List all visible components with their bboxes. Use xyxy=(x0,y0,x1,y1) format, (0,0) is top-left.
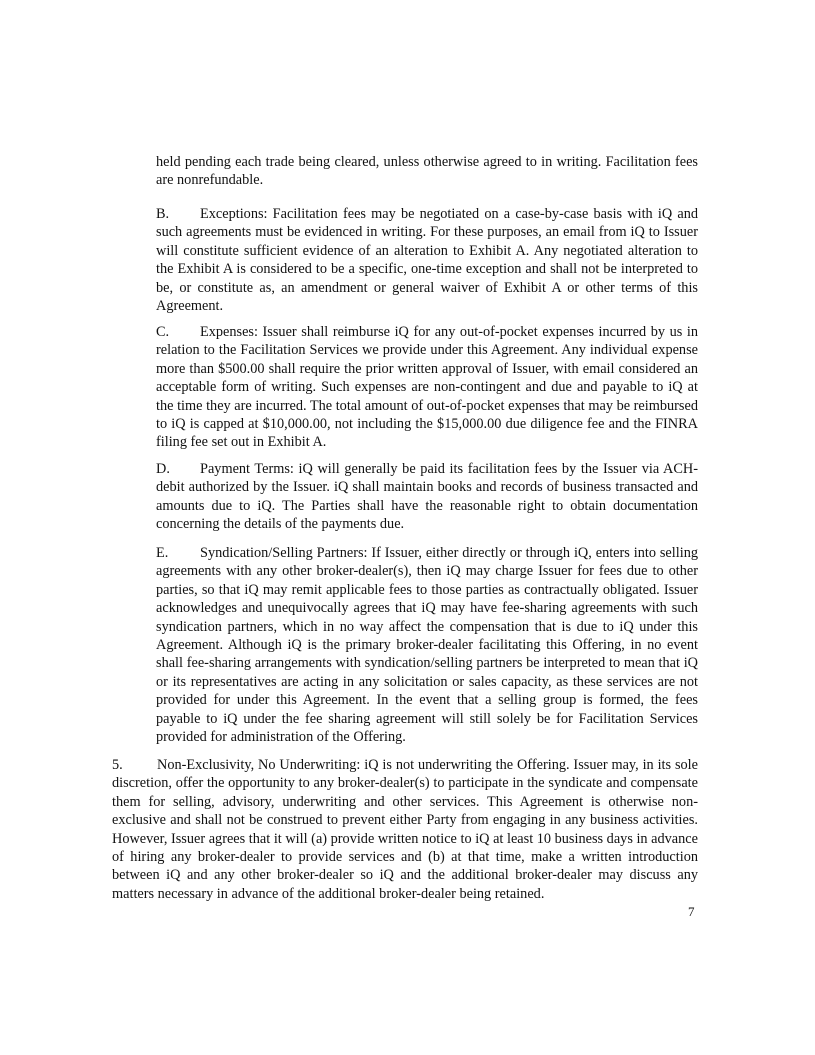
section-d-paragraph xyxy=(156,460,698,534)
continuation-paragraph: held pending each trade being cleared, unless otherwise agreed to in writing. Facilitation fees are nonrefundable. xyxy=(156,154,698,189)
section-b-text: Exceptions: Facilitation fees may be negotiated on a case-by-case basis with iQ and such agreements must be evidenced in writing. For these purposes, an email from iQ to Issuer will constitute sufficient evidence of an alteration to Exhibit A. Any negotiated alteration to the Exhibit A is considered to be a specific, one-time exception and shall not be interpreted to be, or constitute as, an amendment or general waiver of Exhibit A or other terms of this Agreement. xyxy=(156,206,698,315)
page-number: 7 xyxy=(688,904,695,919)
section-e-paragraph xyxy=(156,544,698,746)
section-e-text: Syndication/Selling Partners: If Issuer, either directly or through iQ, enters into selling agreements with any other broker-dealer(s), then iQ may charge Issuer for fees due to other parties, so that iQ may remit applicable fees to those parties as contractually obligated. Issuer acknowledges and unequivocally agrees that iQ may have fee-sharing agreements with such syndication partners, which in no way affect the compensation that is due to iQ under this Agreement. Although iQ is the primary broker-dealer facilitating this Offering, in no event shall fee-sharing arrangements with syndication/selling partners be interpreted to mean that iQ or its representatives are acting in any solicitation or sales capacity, as these services are not provided for under this Agreement. In the event that a selling group is formed, the fees payable to iQ under the fee sharing agreement will still solely be for Facilitation Services provided for administration of the Offering. xyxy=(156,545,698,746)
section-c-text: Expenses: Issuer shall reimburse iQ for any out-of-pocket expenses incurred by us in relation to the Facilitation Services we provide under this Agreement. Any individual expense more than $500.00 shall require the prior written approval of Issuer, with email considered an acceptable form of writing. Such expenses are non-contingent and due and payable to iQ at the time they are incurred. The total amount of out-of-pocket expenses that may be reimbursed to iQ is capped at $10,000.00, not including the $15,000.00 due diligence fee and the FINRA filing fee set out in Exhibit A. xyxy=(156,324,698,451)
section-b-label: B. xyxy=(156,206,170,222)
section-b-paragraph xyxy=(156,205,698,315)
section-c-paragraph xyxy=(156,323,698,452)
section-5-text: Non-Exclusivity, No Underwriting: iQ is not underwriting the Offering. Issuer may, in its sole discretion, offer the opportunity to any broker-dealer(s) to participate in the syndicate and compensate them for selling, advisory, underwriting and other services. This Agreement is otherwise non-exclusive and shall not be construed to prevent either Party from engaging in any business activities. However, Issuer agrees that it will (a) provide written notice to iQ at least 10 business days in advance of hiring any broker-dealer to provide services and (b) at that time, make a written introduction between iQ and any other broker-dealer so iQ and the additional broker-dealer may discuss any matters necessary in advance of the additional broker-dealer being retained. xyxy=(112,757,698,902)
section-5-label: 5. xyxy=(112,757,123,773)
section-e-label: E. xyxy=(156,545,169,561)
section-d-text: Payment Terms: iQ will generally be paid its facilitation fees by the Issuer via ACH-debit authorized by the Issuer. iQ shall maintain books and records of business transacted and amounts due to iQ. The Parties shall have the reasonable right to obtain documentation concerning the details of the payments due. xyxy=(156,461,698,533)
section-c-label: C. xyxy=(156,324,170,340)
section-d-label: D. xyxy=(156,461,170,477)
section-5-paragraph xyxy=(112,756,698,903)
